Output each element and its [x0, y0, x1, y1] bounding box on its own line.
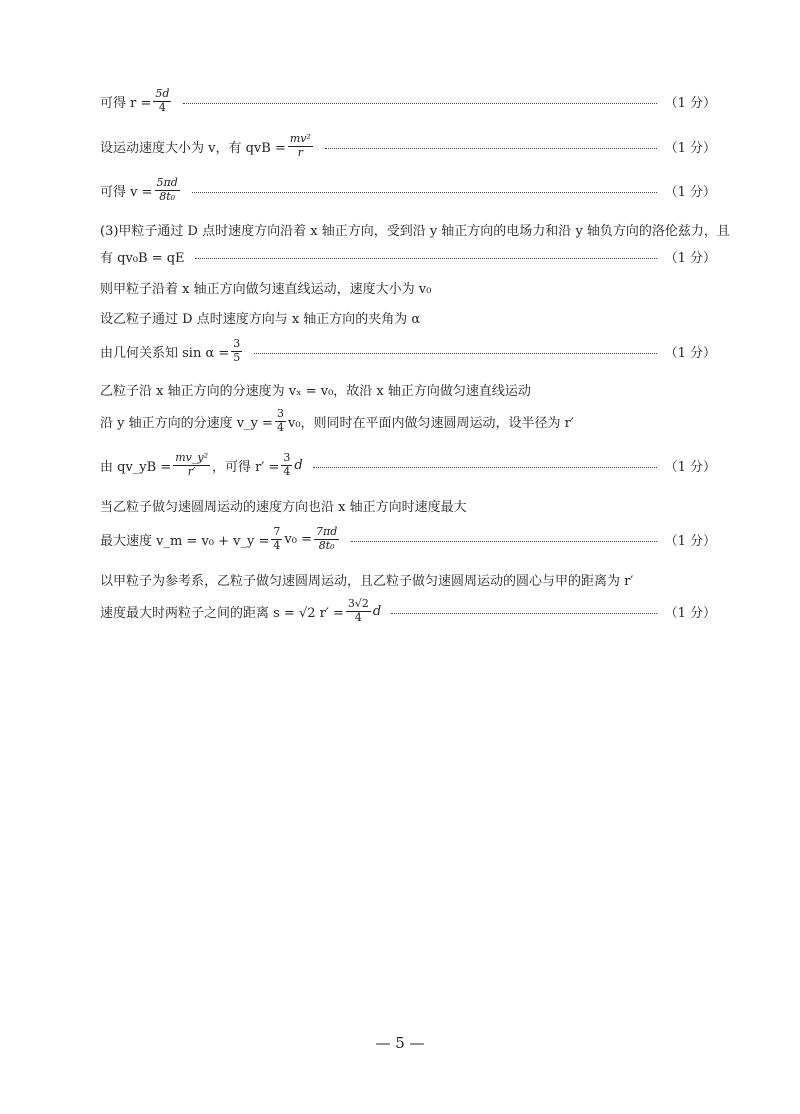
leader-dots [313, 467, 657, 468]
leader-dots [351, 541, 656, 542]
line-3 [100, 177, 716, 203]
line-11 [100, 452, 716, 478]
line-13-text-mid: v₀ = [284, 531, 312, 547]
fraction: $\frac{\text{mv\_y²}}{r'}$ [175, 451, 209, 478]
line-8 [100, 338, 716, 364]
line-11-text-tail: d [294, 457, 303, 473]
line-2 [100, 133, 716, 159]
line-5 [100, 247, 716, 266]
line-15 [100, 598, 716, 624]
line-9 [100, 380, 716, 399]
line-4-text: (3)甲粒子通过 D 点时速度方向沿着 x 轴正方向，受到沿 y 轴正方向的电场力和沿 y 轴负方向的洛伦兹力，且 [100, 224, 730, 239]
line-12-text: 当乙粒子做匀速圆周运动的速度方向也沿 x 轴正方向时速度最大 [100, 500, 467, 515]
line-13 [100, 526, 716, 552]
score: （1 分） [664, 345, 716, 361]
line-5-text: 有 qv₀B = qE [100, 251, 185, 266]
line-10-text-tail: v₀，则同时在平面内做匀速圆周运动，设半径为 r′ [287, 415, 574, 431]
line-11-text: 由 qv_yB = [100, 459, 172, 475]
line-15-text: 速度最大时两粒子之间的距离 s = √2 r′ = [100, 605, 344, 621]
fraction: $\frac{7\pi d}{\text{8t₀}}$ [315, 525, 338, 552]
leader-dots [391, 613, 656, 614]
line-7 [100, 308, 716, 327]
leader-dots [183, 103, 656, 104]
line-10 [100, 408, 716, 434]
line-3-text: 可得 v = [100, 184, 153, 200]
line-6 [100, 278, 716, 297]
fraction: $\frac{3}{4}$ [283, 451, 291, 478]
score: （1 分） [664, 605, 716, 621]
line-10-text: 沿 y 轴正方向的分速度 v_y = [100, 415, 273, 431]
leader-dots [325, 148, 657, 149]
score: （1 分） [664, 95, 716, 111]
line-7-text: 设乙粒子通过 D 点时速度方向与 x 轴正方向的夹角为 α [100, 312, 421, 327]
leader-dots [254, 353, 656, 354]
line-11-text-mid: ，可得 r′ = [212, 459, 280, 475]
fraction: $\frac{3√2}{4}$ [347, 597, 369, 624]
leader-dots [192, 192, 657, 193]
fraction: $\frac{5d}{4}$ [155, 87, 170, 114]
score: （1 分） [664, 184, 716, 200]
line-1 [100, 88, 716, 114]
score: （1 分） [664, 459, 716, 475]
score: （1 分） [664, 533, 716, 549]
fraction: $\frac{5\pi d}{\text{8t₀}}$ [156, 176, 178, 203]
line-14-text: 以甲粒子为参考系，乙粒子做匀速圆周运动，且乙粒子做匀速圆周运动的圆心与甲的距离为 r′ [100, 574, 634, 589]
fraction: $\frac{3}{4}$ [276, 407, 284, 434]
score: （1 分） [664, 251, 716, 266]
line-1-text: 可得 r = [100, 95, 152, 111]
line-6-text: 则甲粒子沿着 x 轴正方向做匀速直线运动，速度大小为 v₀ [100, 282, 432, 297]
line-8-text: 由几何关系知 sin α = [100, 345, 230, 361]
score: （1 分） [664, 140, 716, 156]
line-9-text: 乙粒子沿 x 轴正方向的分速度为 vₓ = v₀，故沿 x 轴正方向做匀速直线运动 [100, 384, 531, 399]
line-14 [100, 570, 716, 589]
leader-dots [195, 258, 657, 259]
line-12 [100, 496, 716, 515]
line-13-text: 最大速度 v_m = v₀ + v_y = [100, 533, 270, 549]
line-2-text: 设运动速度大小为 v，有 qvB = [100, 140, 286, 156]
fraction: $\frac{3}{5}$ [233, 337, 241, 364]
page-number: — 5 — [375, 1034, 425, 1052]
line-15-text-tail: d [372, 603, 382, 619]
fraction: $\frac{7}{4}$ [273, 525, 281, 552]
line-4 [100, 220, 730, 239]
fraction: $\frac{\text{mv²}}{r}$ [289, 132, 311, 159]
